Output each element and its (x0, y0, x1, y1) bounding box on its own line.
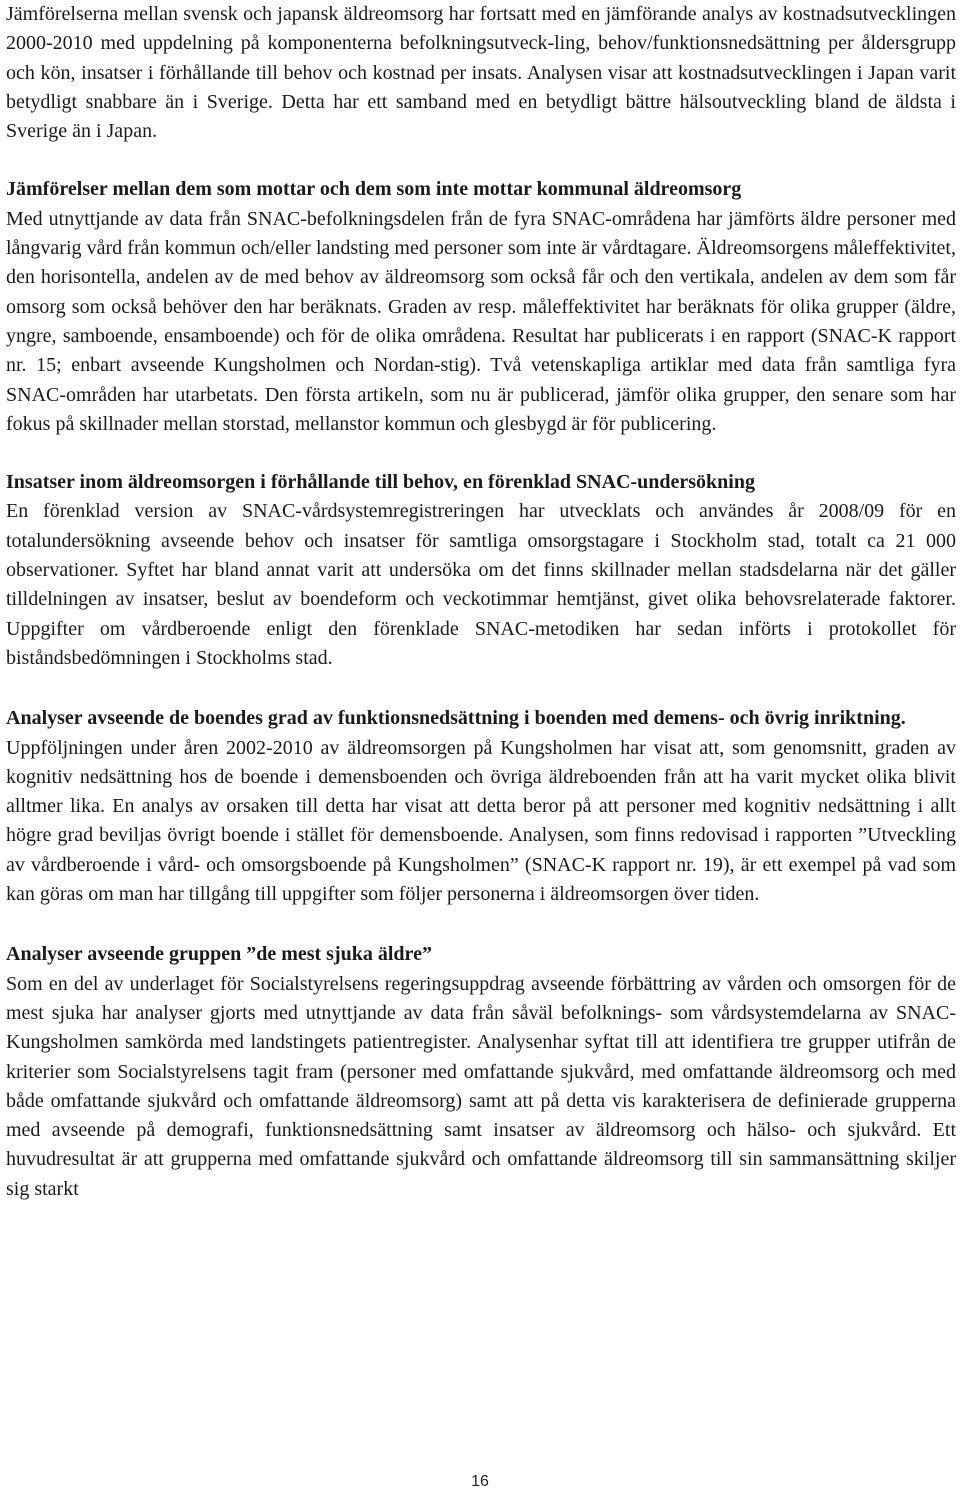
section-dementia-housing-analysis (6, 704, 956, 909)
intro-paragraph: Jämförelserna mellan svensk och japansk äldreomsorg har fortsatt med en jämförande analys av kostnadsutvecklingen 2000-2010 med uppdelning på komponenterna befolkningsutveck-ling, behov/funktionsnedsättning per åldersgrupp och kön, insatser i förhållande till behov och kostnad per insats. Analysen visar att kostnadsutvecklingen i Japan varit betydligt snabbare än i Sverige. Detta har ett samband med en betydligt bättre hälsoutveckling bland de äldsta i Sverige än i Japan. (6, 3, 956, 143)
section-paragraph: Som en del av underlaget för Socialstyrelsens regeringsuppdrag avseende förbättring av vården och omsorgen för de mest sjuka har analyser gjorts med utnyttjande av data från såväl befolknings- som vårdsystemdelarna av SNAC-Kungsholmen samkörda med landstingets patientregister. Analysenhar syftat till att identifiera tre grupper utifrån de kriterier som Socialstyrelsens tagit fram (personer med omfattande sjukvård, med omfattande äldreomsorg och med både omfattande sjukvård och omfattande äldreomsorg) samt att på detta vis karakterisera de definierade grupperna med avseende på demografi, funktionsnedsättning samt insatser av äldreomsorg och hälso- och sjukvård. Ett huvudresultat är att grupperna med omfattande sjukvård och omfattande äldreomsorg till sin sammansättning skiljer sig starkt (6, 972, 956, 1200)
section-comparison-recipients (6, 175, 956, 439)
section-paragraph: Uppföljningen under åren 2002-2010 av äldreomsorgen på Kungsholmen har visat att, som genomsnitt, graden av kognitiv nedsättning hos de boende i demensboenden och övriga äldreboenden från att ha varit mycket olika blivit alltmer lika. En analys av orsaken till detta har visat att detta beror på att personer med kognitiv nedsättning i allt högre grad beviljas övrigt boende i stället för demensboende. Analysen, som finns redovisad i rapporten ”Utveckling av vårdberoende i vård- och omsorgsboende på Kungsholmen” (SNAC-K rapport nr. 19), är ett exempel på vad som kan göras om man har tillgång till uppgifter som följer personerna i äldreomsorgen över tiden. (6, 736, 956, 906)
intro-section (6, 0, 956, 146)
section-paragraph: Med utnyttjande av data från SNAC-befolkningsdelen från de fyra SNAC-områdena har jämförts äldre personer med långvarig vård från kommun och/eller landsting med personer som inte är vårdtagare. Äldreomsorgens måleffektivitet, den horisontella, andelen av de med behov av äldreomsorg som också får och den vertikala, andelen av dem som får omsorg som också behöver den har beräknats. Graden av resp. måleffektivitet har beräknats för olika grupper (äldre, yngre, samboende, ensamboende) och för de olika områdena. Resultat har publicerats i en rapport (SNAC-K rapport nr. 15; enbart avseende Kungsholmen och Nordan-stig). Två vetenskapliga artiklar med data från samtliga fyra SNAC-områden har utarbetats. Den första artikeln, som nu är publicerad, jämför olika grupper, den senare som har fokus på skillnader mellan storstad, mellanstor kommun och glesbygd är för publicering. (6, 207, 956, 435)
section-heading: Analyser avseende de boendes grad av funktionsnedsättning i boenden med demens- och övrig inriktning. (6, 707, 906, 730)
section-heading: Analyser avseende gruppen ”de mest sjuka äldre” (6, 943, 432, 966)
section-most-ill-elderly (6, 940, 956, 1204)
section-simplified-snac-survey (6, 468, 956, 673)
document-page (6, 0, 956, 1204)
section-heading: Jämförelser mellan dem som mottar och dem som inte mottar kommunal äldreomsorg (6, 178, 742, 201)
section-paragraph: En förenklad version av SNAC-vårdsystemregistreringen har utvecklats och användes år 2008/09 för en totalundersökning avseende behov och insatser för samtliga omsorgstagare i Stockholm stad, totalt ca 21 000 observationer. Syftet har bland annat varit att undersöka om det finns skillnader mellan stadsdelarna när det gäller tilldelningen av insatser, beslut av boendeform och veckotimmar hemtjänst, givet olika behovsrelaterade faktorer. Uppgifter om vårdberoende enligt den förenklade SNAC-metodiken har sedan införts i protokollet för biståndsbedömningen i Stockholms stad. (6, 500, 956, 669)
page-number: 16 (471, 1473, 489, 1490)
section-heading: Insatser inom äldreomsorgen i förhållande till behov, en förenklad SNAC-undersökning (6, 471, 755, 494)
